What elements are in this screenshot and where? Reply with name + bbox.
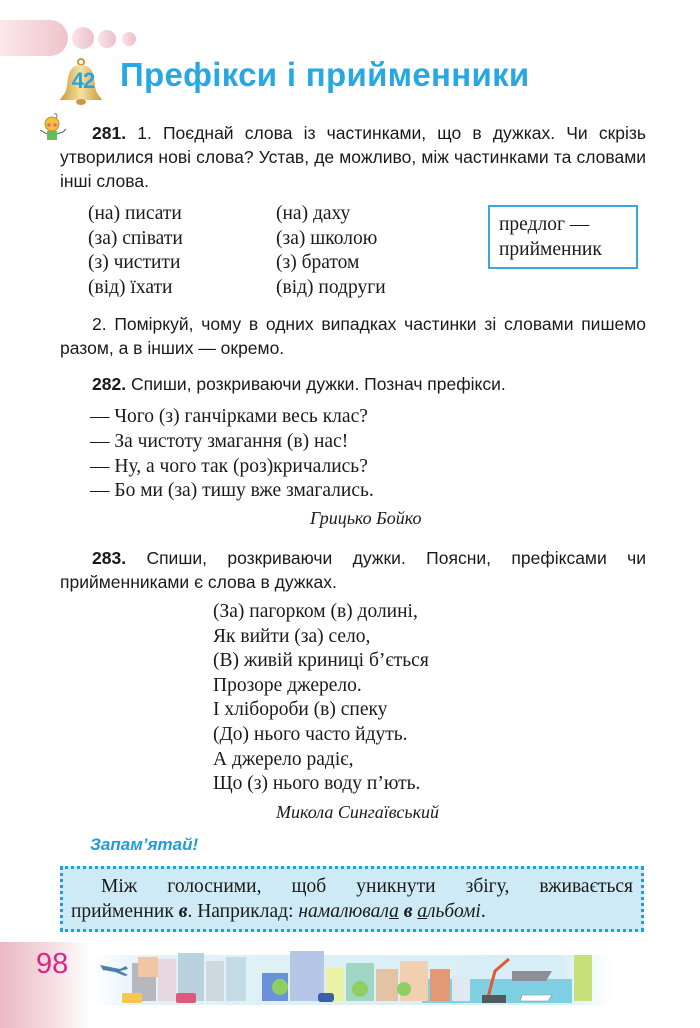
poem-author: Микола Сингаївський — [276, 802, 439, 822]
word-item: (з) чистити — [88, 252, 181, 273]
poem-line: — Чого (з) ганчірками весь клас? — [90, 406, 368, 427]
word-item: (за) школою — [276, 227, 378, 249]
rule-example: намалювала в альбомі — [298, 900, 481, 922]
poem-line: (До) нього часто йдуть. — [213, 723, 408, 745]
cityscape-illustration — [92, 945, 612, 1007]
page-number: 98 — [36, 948, 69, 980]
exercise-number: 281. — [92, 123, 127, 143]
exercise-283-instruction: 283. Спиши, розкриваючи дужки. Поясни, префіксами чи прийменниками є слова в дужках. — [60, 548, 646, 592]
word-item: (на) писати — [88, 203, 182, 224]
word-column-1 — [88, 202, 183, 300]
exercise-number: 283. — [92, 548, 127, 568]
word-item: (від) їхати — [88, 276, 173, 298]
rule-text-line2: прийменник в. Наприклад: намалювала в альбомі. — [71, 900, 486, 922]
poem-line: — Ну, а чого так (роз)кричались? — [90, 455, 368, 477]
header-decoration-dot — [98, 30, 116, 48]
rule-box — [60, 866, 644, 932]
remember-label: Запам’ятай! — [90, 835, 199, 854]
word-item: (за) співати — [88, 227, 183, 249]
translation-note-box: предлог — прийменник — [488, 205, 638, 269]
exercise-281-part2: 2. Поміркуй, чому в одних випадках частинки зі словами пишемо разом, а в інших — окремо. — [60, 314, 646, 358]
header-decoration-bar — [0, 20, 68, 56]
word-column-2 — [276, 202, 386, 300]
poem-line: (В) живій криниці б’ється — [213, 650, 429, 672]
rule-text-line1: Між голосними, щоб уникнути збігу, вживається — [101, 876, 633, 897]
poem-line: А джерело радіє, — [213, 748, 354, 770]
exercise-283-poem — [213, 600, 429, 797]
poem-line: Що (з) нього воду п’ють. — [213, 773, 421, 795]
exercise-282-instruction: 282. Спиши, розкриваючи дужки. Познач префікси. — [92, 374, 506, 394]
exercise-281-part1: 281. 1. Поєднай слова із частинками, що в дужках. Чи скрізь утворилися нові слова? Устав, де можливо, між частинками та словами інші слова. — [60, 123, 646, 191]
poem-line: Як вийти (за) село, — [213, 625, 371, 647]
exercise-number: 282. — [92, 374, 127, 394]
header-decoration-dot — [72, 27, 94, 49]
word-item: (з) братом — [276, 252, 360, 273]
poem-line: Прозоре джерело. — [213, 674, 362, 696]
poem-line: — За чистоту змагання (в) нас! — [90, 430, 349, 452]
exercise-282-poem — [90, 405, 374, 504]
word-item: (від) подруги — [276, 276, 386, 298]
poem-line: — Бо ми (за) тишу вже змагались. — [90, 480, 374, 502]
header-decoration-dot — [122, 32, 136, 46]
lesson-number: 42 — [71, 68, 95, 93]
page-title: Префікси і прийменники — [120, 56, 530, 93]
poem-author: Грицько Бойко — [310, 508, 422, 528]
poem-line: (За) пагорком (в) долині, — [213, 601, 418, 622]
poem-line: І хлібороби (в) спеку — [213, 699, 388, 721]
word-item: (на) даху — [276, 203, 351, 224]
